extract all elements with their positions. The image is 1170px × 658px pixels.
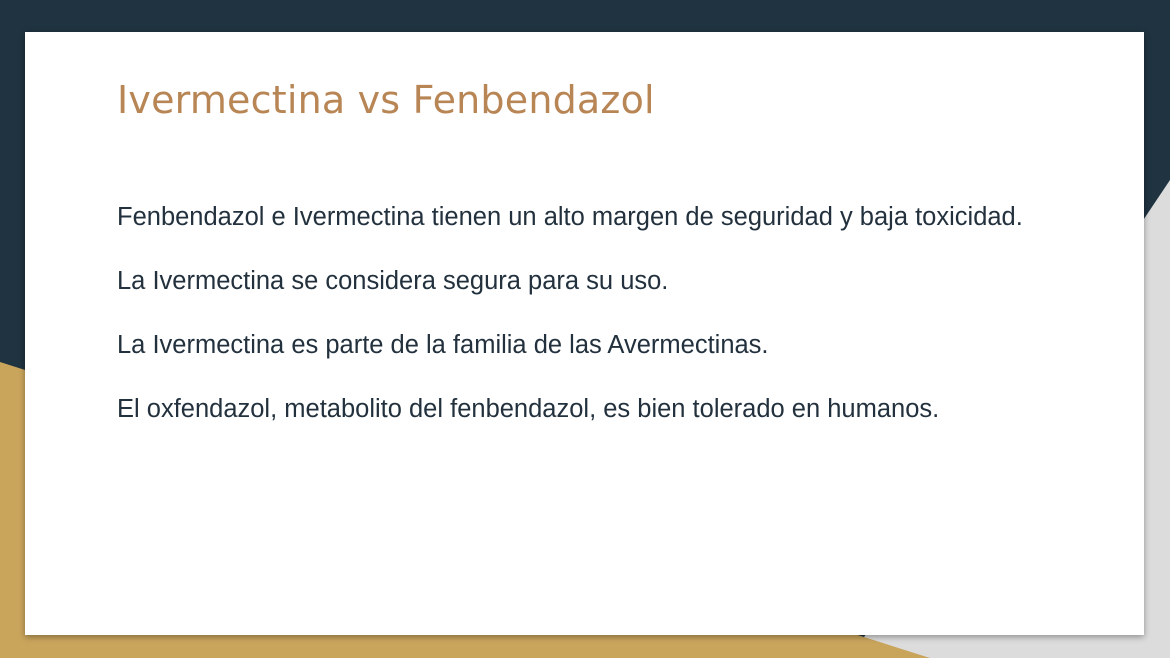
body-paragraph: El oxfendazol, metabolito del fenbendazol, es bien tolerado en humanos. xyxy=(117,395,940,423)
slide-title: Ivermectina vs Fenbendazol xyxy=(117,78,655,122)
slide-card xyxy=(25,32,1144,635)
slide-body xyxy=(117,196,1077,452)
body-paragraph: La Ivermectina es parte de la familia de las Avermectinas. xyxy=(117,331,769,359)
body-paragraph: La Ivermectina se considera segura para su uso. xyxy=(117,267,669,295)
body-paragraph: Fenbendazol e Ivermectina tienen un alto margen de seguridad y baja toxicidad. xyxy=(117,203,1023,231)
